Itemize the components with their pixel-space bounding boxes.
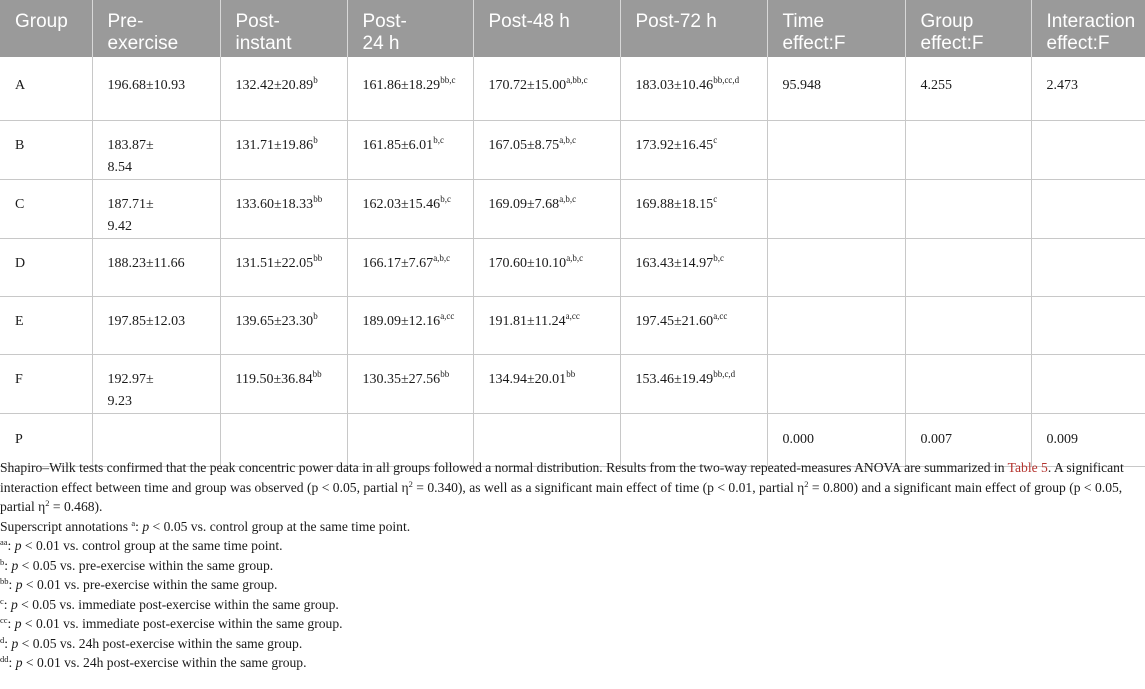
footnote: $^b$: p < 0.05 vs. pre-exercise within the same group. [0,556,274,573]
post-24h-cell: $161.86\pm 18.29^{bb,c}$ [347,57,473,120]
group-cell: A [0,57,92,120]
group-cell: E [0,296,92,354]
interaction-effect-cell [1031,238,1145,296]
p-time-cell: 0.000 [767,413,905,466]
footnote: $^{dd}$: p < 0.01 vs. 24h post-exercise within the same group. [0,654,307,670]
group-cell: C [0,179,92,238]
post-instant-cell: 133.60±18.33$^{bb}$ [220,179,347,238]
time-effect-cell [767,179,905,238]
post-24h-cell: $161.85\pm 6.01^{b,c}$ [347,120,473,179]
group-cell: F [0,354,92,413]
group-effect-cell [905,354,1031,413]
header-pre-exercise: Pre- exercise [92,0,220,57]
post-72h-cell: $153.46\pm 19.49^{bb,c,d}$ [620,354,767,413]
group-effect-cell [905,296,1031,354]
pre-exercise-cell: 187.71± 9.42 [92,179,220,238]
table-row [0,120,1145,179]
table-row [0,179,1145,238]
post-72h-cell: $183.03\pm 10.46^{bb,cc,d}$ [620,57,767,120]
interaction-effect-cell [1031,296,1145,354]
time-effect-cell [767,238,905,296]
header-post-24h: Post- 24 h [347,0,473,57]
post-24h-cell: $166.17\pm 7.67^{a,b,c}$ [347,238,473,296]
header-interaction-effect: Interaction effect:F [1031,0,1145,57]
time-effect-cell: 95.948 [767,57,905,120]
interaction-effect-cell [1031,179,1145,238]
pre-exercise-cell: 188.23±11.66 [92,238,220,296]
post-72h-cell: $197.45\pm 21.60^{a,cc}$ [620,296,767,354]
header-post-instant: Post- instant [220,0,347,57]
p-interaction-cell: 0.009 [1031,413,1145,466]
table-row [0,354,1145,413]
post-48h-cell: 134.94±20.01$^{bb}$ [473,354,620,413]
post-48h-cell: $169.09\pm 7.68^{a,b,c}$ [473,179,620,238]
header-post-48h: Post-48 h [473,0,620,57]
post-24h-cell: 130.35±27.56$^{bb}$ [347,354,473,413]
p-label-cell: P [0,413,92,466]
post-24h-cell: $162.03\pm 15.46^{b,c}$ [347,179,473,238]
post-48h-cell: $167.05\pm 8.75^{a,b,c}$ [473,120,620,179]
footnote: $^{aa}$: p < 0.01 vs. control group at the same time point. [0,537,283,553]
post-instant-cell: 131.51±22.05$^{bb}$ [220,238,347,296]
group-effect-cell [905,179,1031,238]
table-5-link[interactable]: Table 5 [1007,460,1048,475]
interaction-effect-cell: 2.473 [1031,57,1145,120]
table-notes [0,458,1145,673]
group-effect-cell: 4.255 [905,57,1031,120]
anova-summary-paragraph: Shapiro–Wilk tests confirmed that the peak concentric power data in all groups followed a normal distribution. Results from the two-way repeated-measures ANOVA are summarized in Table 5. A significant interaction effect between time and group was observed (p < 0.05, partial $\eta^2 = 0.340$), as well as a significant main effect of time (p < 0.01, partial $\eta^2 = 0.800$) and a significant main effect of group (p < 0.05, partial $\eta^2 = 0.468$). [0,460,1124,514]
header-row [0,0,1145,57]
post-instant-cell: 131.71±19.86$^b$ [220,120,347,179]
post-instant-cell: 139.65±23.30$^b$ [220,296,347,354]
pre-exercise-cell: 197.85±12.03 [92,296,220,354]
header-post-72h: Post-72 h [620,0,767,57]
footnote: Superscript annotations $^a$: p < 0.05 vs. control group at the same time point. [0,517,411,534]
time-effect-cell [767,296,905,354]
post-72h-cell: 169.88±18.15$^c$ [620,179,767,238]
interaction-effect-cell [1031,354,1145,413]
footnote: $^c$: p < 0.05 vs. immediate post-exercise within the same group. [0,595,339,612]
header-time-effect: Time effect:F [767,0,905,57]
interaction-effect-cell [1031,120,1145,179]
footnote: $^d$: p < 0.05 vs. 24h post-exercise within the same group. [0,634,303,651]
group-cell: D [0,238,92,296]
group-cell: B [0,120,92,179]
group-effect-cell [905,238,1031,296]
table-row [0,238,1145,296]
pre-exercise-cell: 192.97± 9.23 [92,354,220,413]
post-72h-cell: $163.43\pm 14.97^{b,c}$ [620,238,767,296]
post-48h-cell: $170.72\pm 15.00^{a,bb,c}$ [473,57,620,120]
pre-exercise-cell: 183.87± 8.54 [92,120,220,179]
group-effect-cell [905,120,1031,179]
table-row [0,57,1145,120]
post-72h-cell: 173.92±16.45$^c$ [620,120,767,179]
footnote: $^{bb}$: p < 0.01 vs. pre-exercise within the same group. [0,576,278,592]
post-48h-cell: $191.81\pm 11.24^{a,cc}$ [473,296,620,354]
post-instant-cell: 119.50±36.84$^{bb}$ [220,354,347,413]
time-effect-cell [767,354,905,413]
p-group-cell: 0.007 [905,413,1031,466]
post-instant-cell: 132.42±20.89$^b$ [220,57,347,120]
post-48h-cell: $170.60\pm 10.10^{a,b,c}$ [473,238,620,296]
table-row [0,296,1145,354]
time-effect-cell [767,120,905,179]
pre-exercise-cell: 196.68±10.93 [92,57,220,120]
header-group: Group [0,0,92,57]
post-24h-cell: $189.09\pm 12.16^{a,cc}$ [347,296,473,354]
header-group-effect: Group effect:F [905,0,1031,57]
footnote: $^{cc}$: p < 0.01 vs. immediate post-exercise within the same group. [0,615,343,631]
